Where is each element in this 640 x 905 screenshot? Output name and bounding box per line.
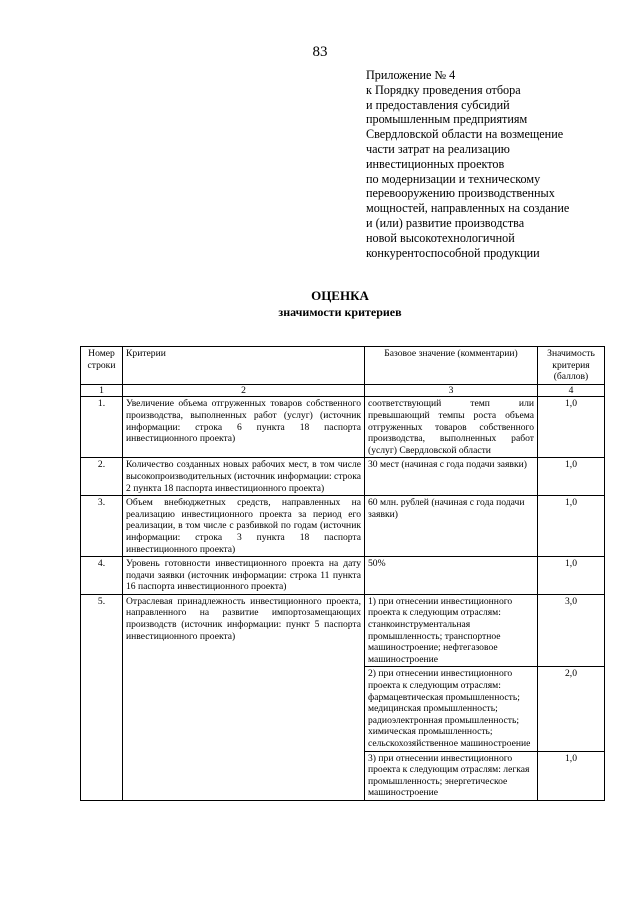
column-index: 2: [123, 384, 365, 397]
score-value: 1,0: [538, 557, 605, 595]
table-header-row: [81, 347, 605, 385]
header-row-number: Номер строки: [81, 347, 123, 385]
criterion-text: Количество созданных новых рабочих мест, в том числе высокопроизводительных (источник информации: строка 2 пункта 18 паспорта инвестиционного проекта): [123, 458, 365, 496]
base-value: соответствующий темп или превышающий темпы роста объема отгруженных товаров собственного производства, выполненных работ (услуг) Свердловской области: [365, 397, 538, 458]
appendix-line: к Порядку проведения отбора: [366, 82, 521, 97]
appendix-line: мощностей, направленных на создание: [366, 201, 570, 216]
table-row: [81, 594, 605, 667]
criterion-text: Объем внебюджетных средств, направленных на реализацию инвестиционного проекта за период его реализации, в том числе с разбивкой по годам (источник информации: строка 3 пункта 18 паспорта инвестиционного проекта): [123, 496, 365, 557]
table-row: [81, 557, 605, 595]
criterion-text: Отраслевая принадлежность инвестиционного проекта, направленного на развитие импортозамещающих производств (источник информации: пункт 5 паспорта инвестиционного проекта): [123, 594, 365, 800]
appendix-line: конкурентоспособной продукции: [366, 245, 540, 260]
base-value: 60 млн. рублей (начиная с года подачи заявки): [365, 496, 538, 557]
base-value: 50%: [365, 557, 538, 595]
criterion-text: Увеличение объема отгруженных товаров собственного производства, выполненных работ (услуг) (источник информации: строка 6 пункта 18 паспорта инвестиционного проекта): [123, 397, 365, 458]
row-number: 3.: [81, 496, 123, 557]
row-number: 4.: [81, 557, 123, 595]
appendix-line: инвестиционных проектов: [366, 156, 505, 171]
table-row: [81, 458, 605, 496]
appendix-line: и (или) развитие производства: [366, 215, 525, 230]
row-number: 1.: [81, 397, 123, 458]
score-value: 2,0: [538, 667, 605, 751]
column-index-row: [81, 384, 605, 397]
score-value: 1,0: [538, 458, 605, 496]
appendix-line: и предоставления субсидий: [366, 97, 510, 112]
page-number: 83: [312, 44, 328, 60]
score-value: 1,0: [538, 397, 605, 458]
appendix-line: Свердловской области на возмещение: [366, 127, 564, 142]
row-number: 2.: [81, 458, 123, 496]
score-value: 1,0: [538, 751, 605, 800]
column-index: 4: [538, 384, 605, 397]
header-significance: Значимость критерия (баллов): [538, 347, 605, 385]
base-value: 2) при отнесении инвестиционного проекта к следующим отраслям: фармацевтическая промышленность; медицинская промышленность; радиоэлектронная промышленность; химическая промышленность; сельскохозяйственное машиностроение: [365, 667, 538, 751]
appendix-header: [366, 68, 616, 260]
document-title: ОЦЕНКА: [311, 288, 369, 303]
base-value: 3) при отнесении инвестиционного проекта к следующим отраслям: легкая промышленность; энергетическое машиностроение: [365, 751, 538, 800]
document-subtitle: значимости критериев: [278, 305, 402, 319]
criteria-table: [80, 346, 605, 801]
base-value: 30 мест (начиная с года подачи заявки): [365, 458, 538, 496]
header-base-value: Базовое значение (комментарии): [365, 347, 538, 385]
score-value: 1,0: [538, 496, 605, 557]
header-criteria: Критерии: [123, 347, 365, 385]
appendix-line: перевооружению производственных: [366, 186, 555, 201]
appendix-line: новой высокотехнологичной: [366, 230, 515, 245]
base-value: 1) при отнесении инвестиционного проекта к следующим отраслям: станкоинструментальная промышленность; транспортное машиностроение; нефтегазовое машиностроение: [365, 594, 538, 667]
appendix-line: промышленным предприятиям: [366, 112, 528, 127]
table-row: [81, 496, 605, 557]
appendix-line: части затрат на реализацию: [366, 141, 510, 156]
column-index: 3: [365, 384, 538, 397]
criterion-text: Уровень готовности инвестиционного проекта на дату подачи заявки (источник информации: строка 11 пункта 16 паспорта инвестиционного проекта): [123, 557, 365, 595]
row-number: 5.: [81, 594, 123, 800]
table-row: [81, 397, 605, 458]
score-value: 3,0: [538, 594, 605, 667]
appendix-line: по модернизации и техническому: [366, 171, 541, 186]
column-index: 1: [81, 384, 123, 397]
appendix-line: Приложение № 4: [366, 68, 456, 82]
